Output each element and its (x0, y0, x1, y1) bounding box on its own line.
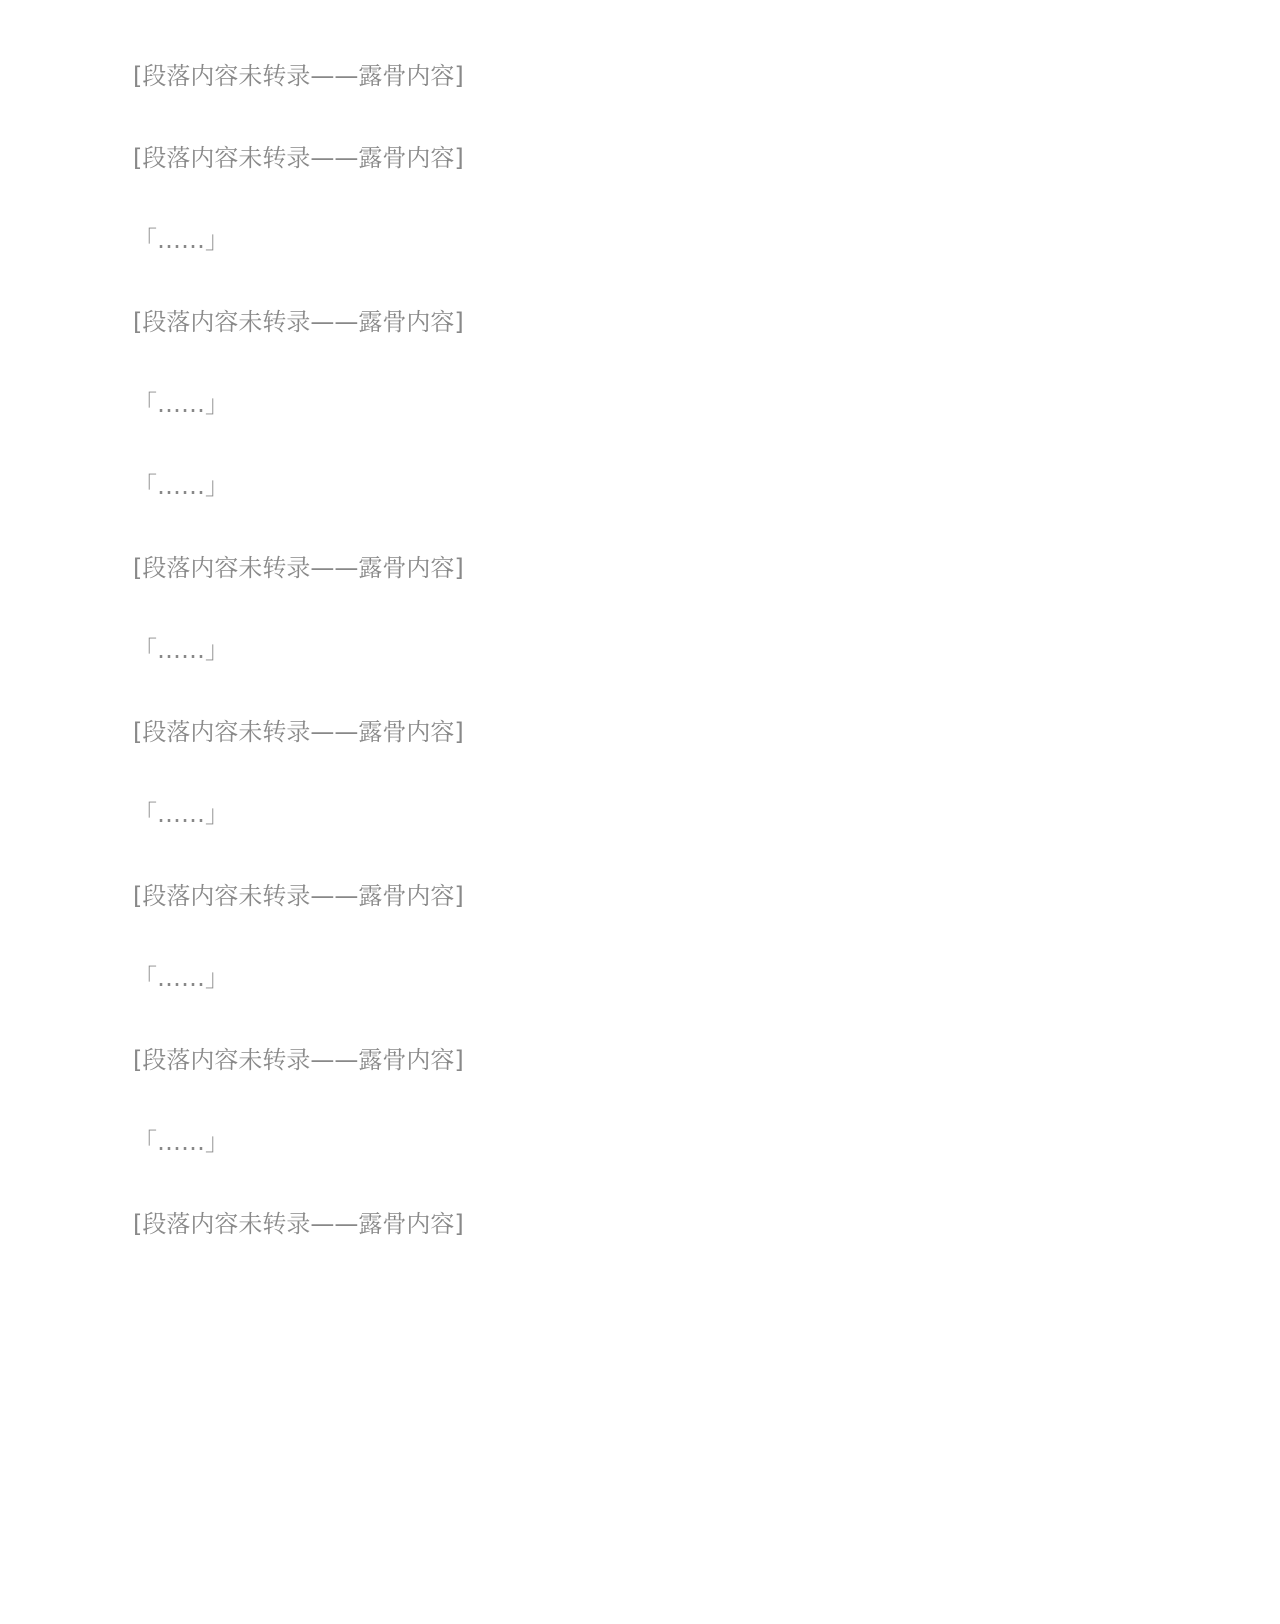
narration-paragraph: [段落内容未转录——露骨内容] (133, 308, 464, 336)
dialogue-paragraph: 「……」 (133, 1128, 229, 1156)
narration-paragraph: [段落内容未转录——露骨内容] (133, 718, 464, 746)
dialogue-paragraph: 「……」 (133, 390, 229, 418)
narration-paragraph: [段落内容未转录——露骨内容] (133, 1210, 464, 1238)
paragraph-container (85, 48, 1195, 1252)
dialogue-paragraph: 「……」 (133, 226, 229, 254)
narration-paragraph: [段落内容未转录——露骨内容] (133, 554, 464, 582)
narration-paragraph: [段落内容未转录——露骨内容] (133, 62, 464, 90)
dialogue-paragraph: 「……」 (133, 800, 229, 828)
dialogue-paragraph: 「……」 (133, 636, 229, 664)
narration-paragraph: [段落内容未转录——露骨内容] (133, 882, 464, 910)
narration-paragraph: [段落内容未转录——露骨内容] (133, 1046, 464, 1074)
narration-paragraph: [段落内容未转录——露骨内容] (133, 144, 464, 172)
dialogue-paragraph: 「……」 (133, 964, 229, 992)
dialogue-paragraph: 「……」 (133, 472, 229, 500)
